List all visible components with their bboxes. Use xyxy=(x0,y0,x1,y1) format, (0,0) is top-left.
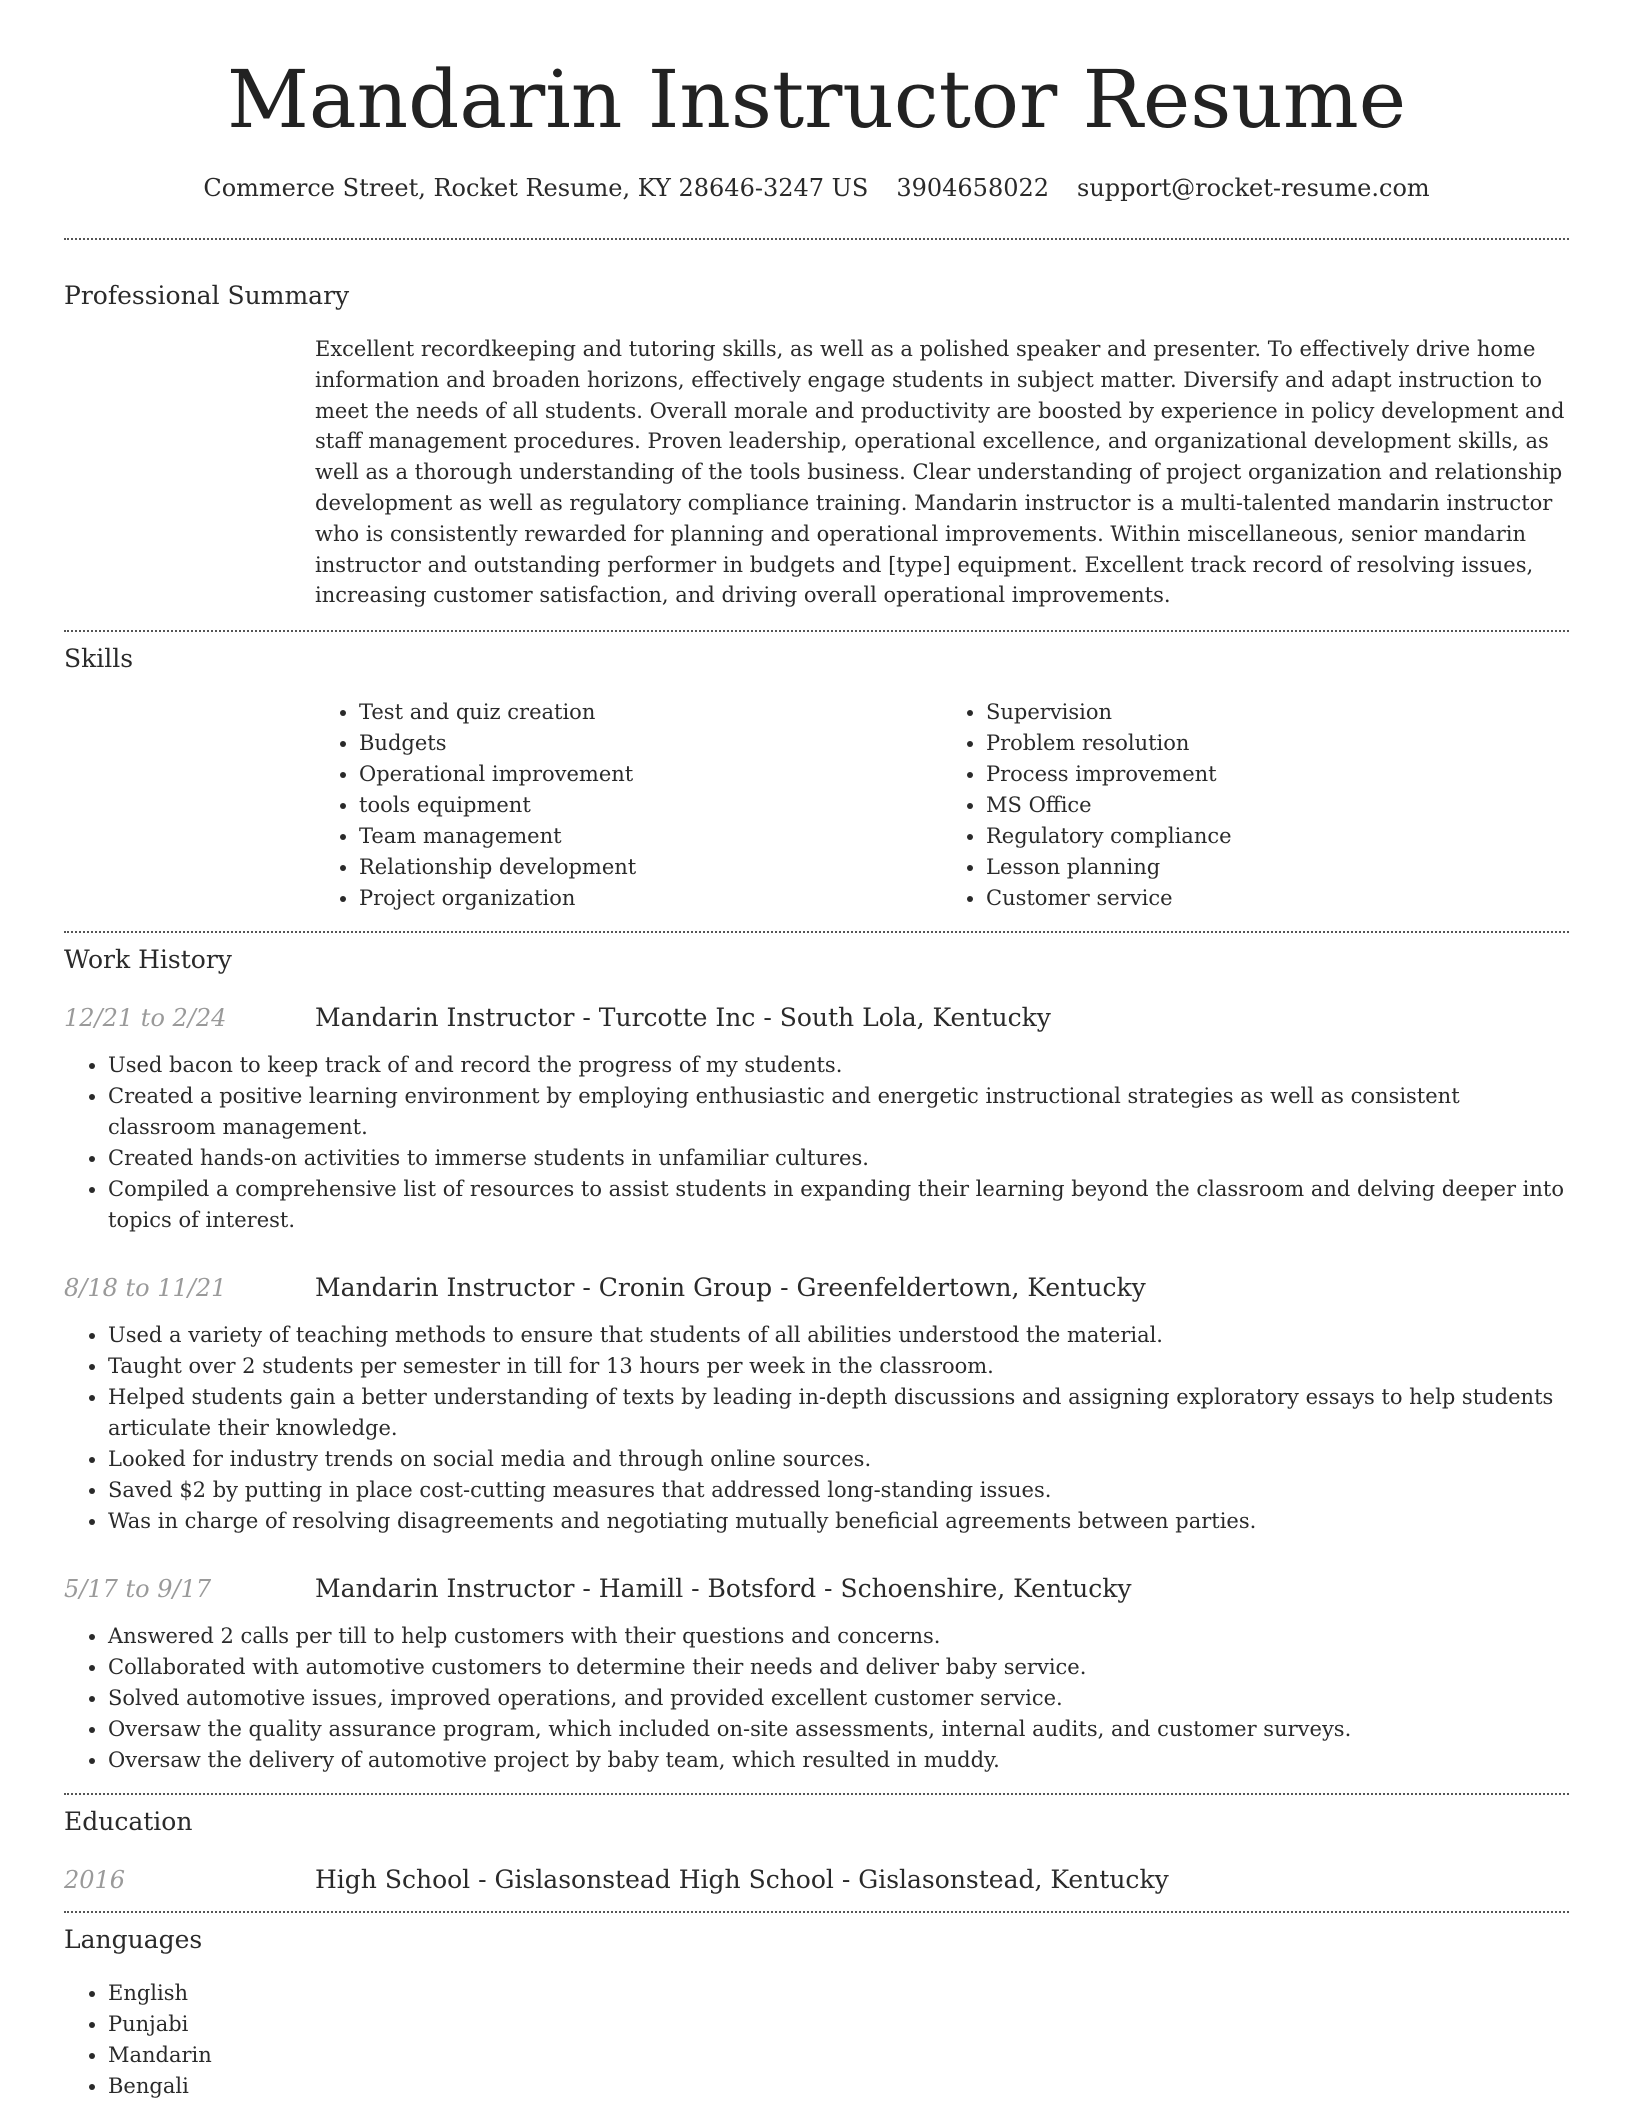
language-item: • Mandarin xyxy=(108,2040,1569,2071)
job-bullet: • Looked for industry trends on social media and through online sources. xyxy=(108,1444,1569,1475)
language-item: • Punjabi xyxy=(108,2009,1569,2040)
language-item: • English xyxy=(108,1978,1569,2009)
job-bullet: • Created hands-on activities to immerse students in unfamiliar cultures. xyxy=(108,1143,1569,1174)
skill-item: • Team management xyxy=(359,821,942,852)
skills-list xyxy=(315,697,1569,914)
summary-heading: Professional Summary xyxy=(64,281,350,310)
skill-item: • Operational improvement xyxy=(359,759,942,790)
language-item: • Bengali xyxy=(108,2071,1569,2102)
skill-item: • MS Office xyxy=(986,790,1569,821)
skill-item: • Project organization xyxy=(359,883,942,914)
education-date: 2016 xyxy=(64,1866,126,1895)
skill-item: • tools equipment xyxy=(359,790,942,821)
job-bullets-2 xyxy=(64,1320,1569,1537)
skill-item: • Customer service xyxy=(986,883,1569,914)
job-bullet: • Collaborated with automotive customers to determine their needs and deliver baby service. xyxy=(108,1652,1569,1683)
skills-heading: Skills xyxy=(64,644,134,674)
job-bullet: • Taught over 2 students per semester in till for 13 hours per week in the classroom. xyxy=(108,1351,1569,1382)
job-date: 5/17 to 9/17 xyxy=(64,1575,212,1604)
job-entry-3 xyxy=(64,1573,1569,1605)
languages-heading: Languages xyxy=(64,1925,203,1955)
skill-item: • Regulatory compliance xyxy=(986,821,1569,852)
languages-list xyxy=(64,1978,1569,2102)
skills-column-right xyxy=(942,697,1569,914)
job-bullet: • Oversaw the quality assurance program, which included on-site assessments, internal audits, and customer surveys. xyxy=(108,1714,1569,1745)
job-bullet: • Compiled a comprehensive list of resources to assist students in expanding their learning beyond the classroom and delving deeper into topics of interest. xyxy=(108,1174,1569,1236)
education-entry xyxy=(64,1864,1569,1896)
skill-item: • Budgets xyxy=(359,728,942,759)
job-entry-1 xyxy=(64,1002,1569,1034)
job-bullet: • Oversaw the delivery of automotive project by baby team, which resulted in muddy. xyxy=(108,1745,1569,1776)
job-title: Mandarin Instructor - Cronin Group - Greenfeldertown, Kentucky xyxy=(315,1273,1146,1303)
job-bullet: • Used a variety of teaching methods to ensure that students of all abilities understood the material. xyxy=(108,1320,1569,1351)
skill-item: • Test and quiz creation xyxy=(359,697,942,728)
section-divider xyxy=(64,1793,1569,1795)
job-title: Mandarin Instructor - Turcotte Inc - South Lola, Kentucky xyxy=(315,1003,1051,1033)
section-divider xyxy=(64,630,1569,632)
education-heading: Education xyxy=(64,1807,193,1837)
education-title: High School - Gislasonstead High School - Gislasonstead, Kentucky xyxy=(315,1865,1169,1895)
job-bullet: • Created a positive learning environment by employing enthusiastic and energetic instructional strategies as well as consistent classroom management. xyxy=(108,1081,1569,1143)
skills-column-left xyxy=(315,697,942,914)
section-divider xyxy=(64,238,1569,240)
section-divider xyxy=(64,1911,1569,1913)
section-divider xyxy=(64,931,1569,933)
job-date: 8/18 to 11/21 xyxy=(64,1274,227,1303)
job-bullet: • Used bacon to keep track of and record the progress of my students. xyxy=(108,1050,1569,1081)
job-bullet: • Saved $2 by putting in place cost-cutting measures that addressed long-standing issues. xyxy=(108,1475,1569,1506)
job-bullets-3 xyxy=(64,1621,1569,1776)
job-bullet: • Was in charge of resolving disagreements and negotiating mutually beneficial agreements between parties. xyxy=(108,1506,1569,1537)
contact-email: support@rocket-resume.com xyxy=(1077,174,1430,202)
job-bullet: • Helped students gain a better understanding of texts by leading in-depth discussions and assigning exploratory essays to help students articulate their knowledge. xyxy=(108,1382,1569,1444)
resume-title: Mandarin Instructor Resume xyxy=(226,53,1407,146)
skill-item: • Lesson planning xyxy=(986,852,1569,883)
contact-info xyxy=(64,173,1569,203)
job-bullet: • Solved automotive issues, improved operations, and provided excellent customer service. xyxy=(108,1683,1569,1714)
job-bullets-1 xyxy=(64,1050,1569,1236)
contact-phone: 3904658022 xyxy=(896,174,1050,202)
contact-address: Commerce Street, Rocket Resume, KY 28646-3247 US xyxy=(203,174,869,202)
summary-text: Excellent recordkeeping and tutoring skills, as well as a polished speaker and presenter. To effectively drive home information and broaden horizons, effectively engage students in subject matter. Diversify and adapt instruction to meet the needs of all students. Overall morale and productivity are boosted by experience in policy development and staff management procedures. Proven leadership, operational excellence, and organizational development skills, as well as a thorough understanding of the tools business. Clear understanding of project organization and relationship development as well as regulatory compliance training. Mandarin instructor is a multi-talented mandarin instructor who is consistently rewarded for planning and operational improvements. Within miscellaneous, senior mandarin instructor and outstanding performer in budgets and [type] equipment. Excellent track record of resolving issues, increasing customer satisfaction, and driving overall operational improvements. xyxy=(315,337,1565,608)
job-date: 12/21 to 2/24 xyxy=(64,1004,227,1033)
work-history-heading: Work History xyxy=(64,945,232,975)
skill-item: • Process improvement xyxy=(986,759,1569,790)
job-entry-2 xyxy=(64,1272,1569,1304)
resume-page xyxy=(64,0,1569,2102)
job-title: Mandarin Instructor - Hamill - Botsford - Schoenshire, Kentucky xyxy=(315,1574,1132,1604)
skill-item: • Supervision xyxy=(986,697,1569,728)
job-bullet: • Answered 2 calls per till to help customers with their questions and concerns. xyxy=(108,1621,1569,1652)
skill-item: • Problem resolution xyxy=(986,728,1569,759)
skill-item: • Relationship development xyxy=(359,852,942,883)
